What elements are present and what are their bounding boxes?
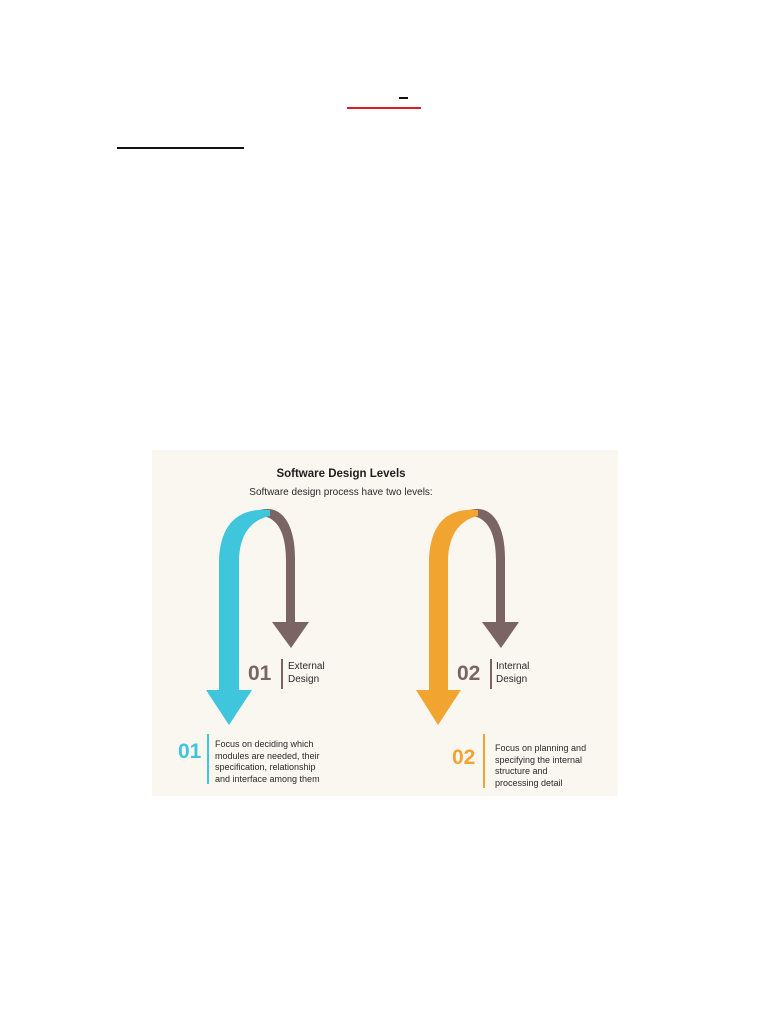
description-1-number: 01 — [178, 740, 202, 763]
external-design-cyan-arrow — [206, 510, 270, 725]
description-2-number: 02 — [452, 746, 476, 769]
figure-title: Software Design Levels — [276, 468, 406, 480]
level-1-label: External Design — [288, 661, 325, 685]
heading-underline — [117, 147, 244, 149]
description-1-divider — [207, 734, 209, 784]
figure-subtitle: Software design process have two levels: — [249, 487, 433, 498]
red-underline — [347, 107, 421, 109]
level-2-divider — [490, 659, 492, 689]
external-design-brown-arrow — [260, 509, 309, 648]
dash-mark — [399, 97, 408, 99]
level-2-number: 02 — [457, 662, 481, 685]
level-1-number: 01 — [248, 662, 272, 685]
description-1-text: Focus on deciding which modules are needed, their specification, relationship and interface among them — [215, 739, 320, 784]
internal-design-brown-arrow — [470, 509, 519, 648]
level-2-label: Internal Design — [496, 661, 530, 685]
level-1-divider — [281, 659, 283, 689]
description-2-text: Focus on planning and specifying the internal structure and processing detail — [495, 743, 587, 788]
internal-design-orange-arrow — [416, 510, 481, 725]
description-2-divider — [483, 734, 485, 788]
software-design-levels-figure — [152, 450, 618, 796]
